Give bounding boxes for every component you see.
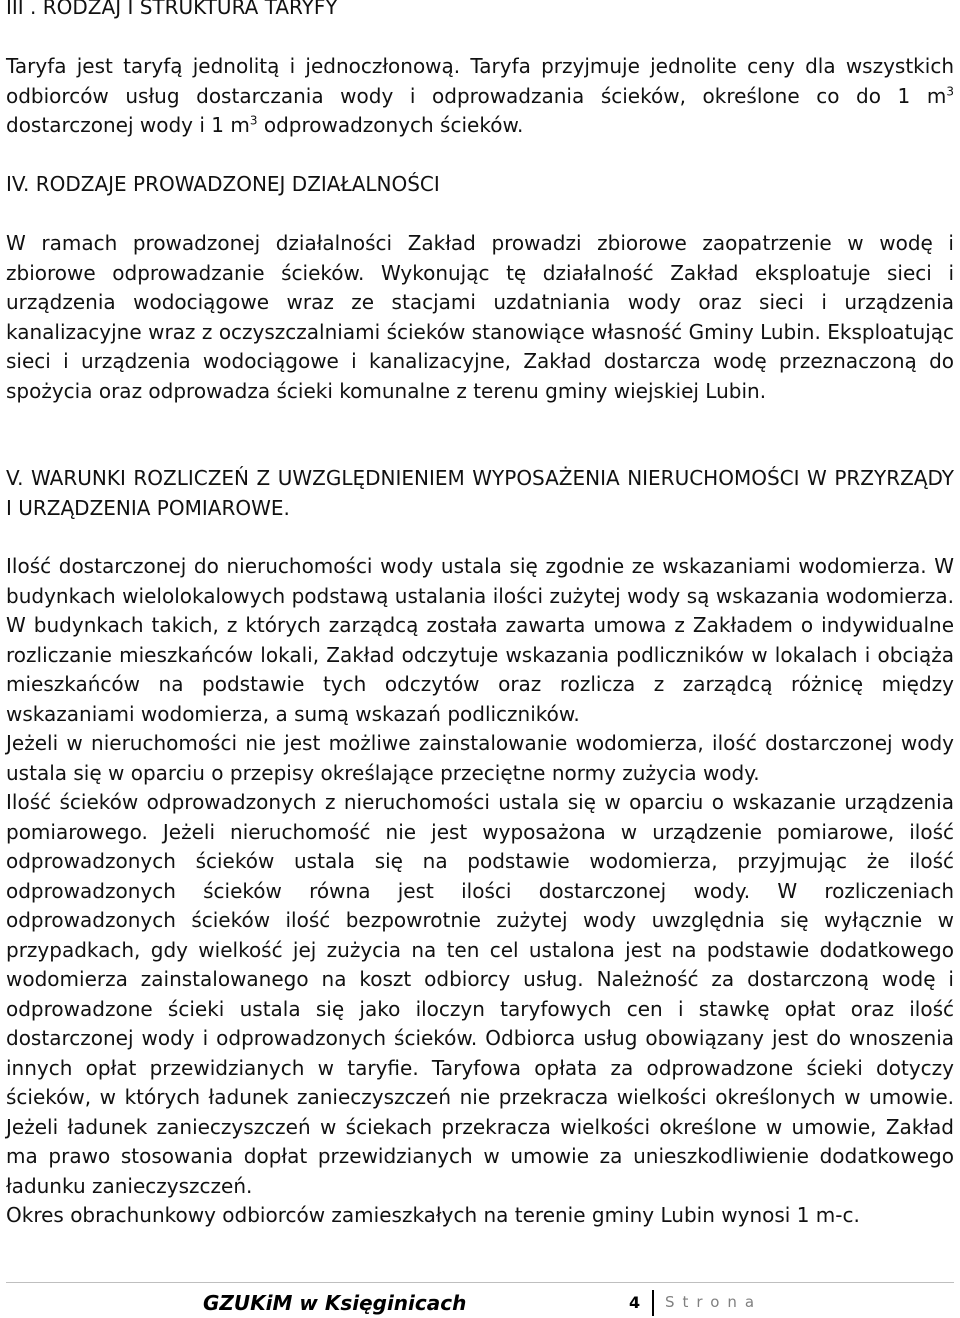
section-3-text-b: dostarczonej wody i 1 m: [6, 113, 250, 137]
section-4-paragraph: [6, 229, 954, 406]
section-4-text: W ramach prowadzonej działalności Zakład prowadzi zbiorowe zaopatrzenie w wodę i zbiorowe odprowadzanie ścieków. Wykonując tę działalność Zakład eksploatuje sieci i urządzenia wodociągowe wraz ze stacjami uzdatniania wody oraz sieci i urządzenia kanalizacyjne wraz z oczyszczalniami ścieków stanowiące własność Gminy Lubin. Eksploatując sieci i urządzenia wodociągowe i kanalizacyjne, Zakład dostarcza wodę przeznaczoną do spożycia oraz odprowadza ścieki komunalne z terenu gminy wiejskiej Lubin.: [6, 231, 954, 403]
page-number: 4: [629, 1293, 641, 1312]
page-footer: [0, 1282, 960, 1318]
footer-divider: [6, 1282, 954, 1283]
footer-organization: GZUKiM w Księginicach: [203, 1291, 467, 1315]
section-5-paragraph-2: Jeżeli w nieruchomości nie jest możliwe zainstalowanie wodomierza, ilość dostarczonej wody ustala się w oparciu o przepisy określające przeciętne normy zużycia wody.: [6, 731, 954, 785]
section-3-text-a: Taryfa jest taryfą jednolitą i jednoczłonową. Taryfa przyjmuje jednolite ceny dla wszystkich odbiorców usług dostarczania wody i odprowadzania ścieków, określone co do 1 m: [6, 54, 954, 108]
section-3-text-c: odprowadzonych ścieków.: [257, 113, 524, 137]
section-5-heading-text: V. WARUNKI ROZLICZEŃ Z UWZGLĘDNIENIEM WYPOSAŻENIA NIERUCHOMOŚCI W PRZYRZĄDY I URZĄDZENIA POMIAROWE.: [6, 466, 954, 520]
section-5-paragraph-3: Ilość ścieków odprowadzonych z nieruchomości ustala się w oparciu o wskazanie urządzenia pomiarowego. Jeżeli nieruchomość nie jest wyposażona w urządzenie pomiarowe, ilość odprowadzonych ścieków ustala się na podstawie wodomierza, przyjmując że ilość odprowadzonych ścieków równa jest ilości dostarczonej wody. W rozliczeniach odprowadzonych ścieków ilość bezpowrotnie zużytej wody uwzględnia się wyłącznie w przypadkach, gdy wielkość jej zużycia na ten cel ustalona jest na podstawie dodatkowego wodomierza zainstalowanego na koszt odbiorcy usług. Należność za dostarczoną wodę i odprowadzone ścieki ustala się jako iloczyn taryfowych cen i stawkę opłat oraz ilość dostarczonej wody i odprowadzonych ścieków. Odbiorca usług obowiązany jest do wnoszenia innych opłat przewidzianych w taryfie. Taryfowa opłata za odprowadzone ścieki dotyczy ścieków, w których ładunek zanieczyszczeń nie przekracza wielkości określonych w umowie. Jeżeli ładunek zanieczyszczeń w ściekach przekracza wielkości określone w umowie, Zakład ma prawo stosowania dopłat przewidzianych w umowie za unieszkodliwienie dodatkowego ładunku zanieczyszczeń.: [6, 790, 954, 1198]
section-3-heading: III . RODZAJ I STRUKTURA TARYFY: [6, 0, 338, 19]
section-5-paragraph-1: Ilość dostarczonej do nieruchomości wody ustala się zgodnie ze wskazaniami wodomierza. W budynkach wielolokalowych podstawą ustalania ilości zużytej wody są wskazania wodomierza. W budynkach takich, z których zarządcą została zawarta umowa z Zakładem o indywidualne rozliczanie mieszkańców lokali, Zakład odczytuje wskazania podliczników w lokalach i obciąża mieszkańców na podstawie tych odczytów oraz rozlicza z zarządcą różnicę między wskazaniami wodomierza, a sumą wskazań podliczników.: [6, 554, 954, 726]
section-5-paragraph-4: Okres obrachunkowy odbiorców zamieszkałych na terenie gminy Lubin wynosi 1 m-c.: [6, 1203, 860, 1227]
superscript-3: 3: [249, 113, 258, 128]
section-5-heading: [6, 464, 954, 523]
section-4-heading: IV. RODZAJE PROWADZONEJ DZIAŁALNOŚCI: [6, 172, 440, 196]
section-3-paragraph: [6, 52, 954, 141]
footer-separator: [652, 1290, 654, 1316]
section-5-body: [6, 552, 954, 1231]
superscript-3: 3: [946, 83, 954, 98]
page-label: Strona: [665, 1293, 763, 1311]
